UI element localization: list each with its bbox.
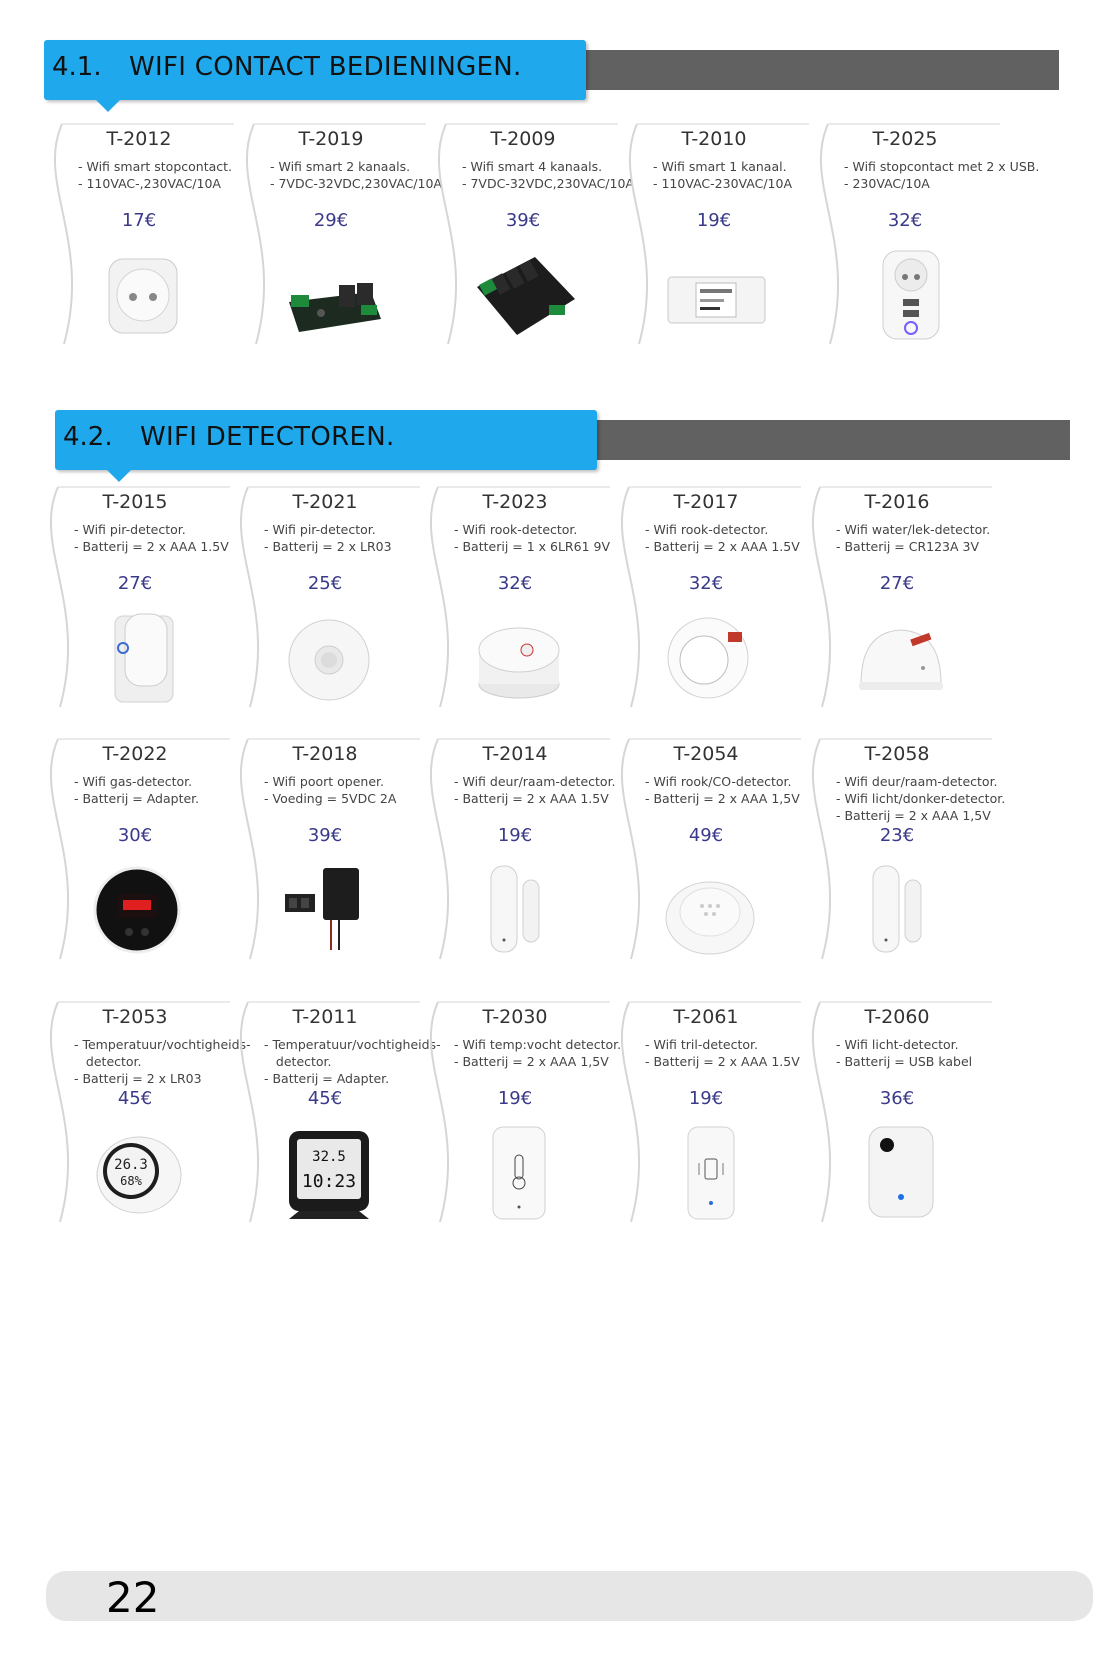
description-line: - Wifi rook-detector. bbox=[454, 522, 578, 537]
product-code: T-2060 bbox=[864, 1006, 930, 1028]
description-line: - Wifi smart 1 kanaal. bbox=[653, 159, 787, 174]
gate-opener-icon bbox=[275, 862, 380, 957]
product-description bbox=[264, 773, 396, 807]
water-leak-sensor-icon bbox=[847, 610, 952, 705]
product-code: T-2023 bbox=[482, 491, 548, 513]
description-line: - Wifi licht-detector. bbox=[836, 1037, 959, 1052]
product-description bbox=[836, 521, 990, 555]
header-blue-bar bbox=[44, 40, 586, 100]
product-card-t-2015 bbox=[40, 485, 230, 710]
product-price: 36€ bbox=[879, 1088, 915, 1109]
description-line: - Temperatuur/vochtigheids- bbox=[74, 1037, 251, 1052]
description-line: - Wifi smart 4 kanaals. bbox=[462, 159, 603, 174]
product-card-t-2010 bbox=[619, 122, 809, 347]
gas-detector-icon bbox=[85, 862, 190, 957]
product-price: 27€ bbox=[117, 573, 153, 594]
light-sensor-icon bbox=[847, 1125, 952, 1220]
description-line: - Voeding = 5VDC 2A bbox=[264, 791, 397, 806]
product-code: T-2009 bbox=[490, 128, 556, 150]
product-card-t-2017 bbox=[611, 485, 801, 710]
product-price: 49€ bbox=[688, 825, 724, 846]
section-title: WIFI DETECTOREN. bbox=[140, 422, 395, 452]
product-code: T-2012 bbox=[106, 128, 172, 150]
product-price: 45€ bbox=[117, 1088, 153, 1109]
temp-humidity-sensor-icon bbox=[465, 1125, 570, 1220]
smoke-detector-red-icon bbox=[656, 610, 761, 705]
product-description bbox=[844, 158, 1039, 192]
description-line: - Wifi poort opener. bbox=[264, 774, 384, 789]
product-description bbox=[645, 521, 800, 555]
description-line: - Batterij = Adapter. bbox=[264, 1071, 390, 1086]
product-code: T-2021 bbox=[292, 491, 358, 513]
door-sensor-icon bbox=[465, 862, 570, 957]
description-line: - 230VAC/10A bbox=[844, 176, 930, 191]
description-line: - Wifi deur/raam-detector. bbox=[836, 774, 998, 789]
product-code: T-2018 bbox=[292, 743, 358, 765]
header-gray-bar bbox=[544, 50, 1059, 90]
product-price: 39€ bbox=[307, 825, 343, 846]
description-line: - Wifi smart stopcontact. bbox=[78, 159, 232, 174]
description-line: - Wifi pir-detector. bbox=[264, 522, 376, 537]
description-line: - Batterij = 2 x AAA 1.5V bbox=[645, 539, 800, 554]
description-line: - Wifi stopcontact met 2 x USB. bbox=[844, 159, 1040, 174]
description-line: - Batterij = 2 x LR03 bbox=[74, 1071, 202, 1086]
product-code: T-2010 bbox=[681, 128, 747, 150]
description-line: - Batterij = 2 x AAA 1.5V bbox=[74, 539, 229, 554]
description-line: - Batterij = Adapter. bbox=[74, 791, 200, 806]
description-line: - Wifi pir-detector. bbox=[74, 522, 186, 537]
product-price: 45€ bbox=[307, 1088, 343, 1109]
product-card-t-2022 bbox=[40, 737, 230, 962]
product-price: 25€ bbox=[307, 573, 343, 594]
description-line: - Temperatuur/vochtigheids- bbox=[264, 1037, 441, 1052]
description-line: - Batterij = 2 x AAA 1.5V bbox=[645, 1054, 800, 1069]
svg-text:26.3: 26.3 bbox=[114, 1157, 148, 1173]
product-description bbox=[74, 1036, 251, 1087]
product-card-t-2060 bbox=[802, 1000, 992, 1225]
product-code: T-2054 bbox=[673, 743, 739, 765]
co-detector-icon bbox=[656, 862, 761, 957]
description-line: - 7VDC-32VDC,230VAC/10A bbox=[462, 176, 634, 191]
product-card-t-2014 bbox=[420, 737, 616, 962]
product-card-t-2019 bbox=[236, 122, 442, 347]
description-line: - 110VAC-,230VAC/10A bbox=[78, 176, 221, 191]
usb-plug-icon bbox=[855, 247, 960, 342]
product-description bbox=[836, 773, 1005, 824]
description-line: - Batterij = 2 x AAA 1,5V bbox=[836, 808, 991, 823]
svg-text:32.5: 32.5 bbox=[312, 1149, 346, 1165]
page-number: 22 bbox=[106, 1573, 160, 1622]
section-header-contact bbox=[44, 40, 1059, 100]
section-number: 4.1. bbox=[52, 52, 102, 82]
product-description bbox=[836, 1036, 972, 1070]
description-line: - Wifi rook/CO-detector. bbox=[645, 774, 792, 789]
product-code: T-2061 bbox=[673, 1006, 739, 1028]
product-price: 32€ bbox=[887, 210, 923, 231]
product-description bbox=[645, 1036, 800, 1070]
section-title: WIFI CONTACT BEDIENINGEN. bbox=[129, 52, 522, 82]
product-card-t-2023 bbox=[420, 485, 610, 710]
section-header-detectors bbox=[55, 410, 1070, 470]
product-price: 19€ bbox=[688, 1088, 724, 1109]
product-card-t-2018 bbox=[230, 737, 420, 962]
product-description bbox=[454, 1036, 621, 1070]
svg-text:10:23: 10:23 bbox=[301, 1171, 357, 1192]
smoke-detector-icon bbox=[465, 610, 570, 705]
product-price: 30€ bbox=[117, 825, 153, 846]
vibration-sensor-icon bbox=[656, 1125, 761, 1220]
ceiling-pir-icon bbox=[275, 610, 380, 705]
description-line: - Batterij = 1 x 6LR61 9V bbox=[454, 539, 610, 554]
product-card-t-2058 bbox=[802, 737, 1006, 962]
product-description bbox=[462, 158, 634, 192]
section-number: 4.2. bbox=[63, 422, 113, 452]
product-price: 29€ bbox=[313, 210, 349, 231]
product-code: T-2053 bbox=[102, 1006, 168, 1028]
product-card-t-2061 bbox=[611, 1000, 801, 1225]
product-code: T-2017 bbox=[673, 491, 739, 513]
product-code: T-2058 bbox=[864, 743, 930, 765]
product-description bbox=[74, 773, 199, 807]
description-line: - Wifi gas-detector. bbox=[74, 774, 193, 789]
product-description bbox=[74, 521, 229, 555]
description-line: - Wifi temp:vocht detector. bbox=[454, 1037, 622, 1052]
inline-switch-icon bbox=[664, 247, 769, 342]
product-card-t-2011 bbox=[230, 1000, 441, 1225]
product-description bbox=[264, 1036, 441, 1087]
product-card-t-2009 bbox=[428, 122, 634, 347]
product-code: T-2025 bbox=[872, 128, 938, 150]
product-code: T-2019 bbox=[298, 128, 364, 150]
product-code: T-2014 bbox=[482, 743, 548, 765]
product-description bbox=[270, 158, 442, 192]
product-code: T-2015 bbox=[102, 491, 168, 513]
description-line: - Wifi tril-detector. bbox=[645, 1037, 758, 1052]
description-line: - Wifi smart 2 kanaals. bbox=[270, 159, 411, 174]
product-price: 27€ bbox=[879, 573, 915, 594]
description-line: detector. bbox=[264, 1054, 332, 1069]
product-card-t-2025 bbox=[810, 122, 1040, 347]
description-line: - Wifi deur/raam-detector. bbox=[454, 774, 616, 789]
relay-board-2ch-icon bbox=[281, 247, 386, 342]
product-price: 32€ bbox=[497, 573, 533, 594]
product-card-t-2016 bbox=[802, 485, 992, 710]
description-line: - Wifi licht/donker-detector. bbox=[836, 791, 1006, 806]
product-code: T-2011 bbox=[292, 1006, 358, 1028]
pir-sensor-icon bbox=[85, 610, 190, 705]
header-blue-bar bbox=[55, 410, 597, 470]
product-card-t-2012 bbox=[44, 122, 234, 347]
product-price: 32€ bbox=[688, 573, 724, 594]
product-price: 19€ bbox=[497, 825, 533, 846]
product-description bbox=[454, 521, 610, 555]
description-line: - 110VAC-230VAC/10A bbox=[653, 176, 793, 191]
product-code: T-2022 bbox=[102, 743, 168, 765]
description-line: - Wifi rook-detector. bbox=[645, 522, 769, 537]
smart-plug-icon bbox=[89, 247, 194, 342]
description-line: - Batterij = CR123A 3V bbox=[836, 539, 980, 554]
header-gray-bar bbox=[555, 420, 1070, 460]
description-line: - Wifi water/lek-detector. bbox=[836, 522, 991, 537]
product-price: 17€ bbox=[121, 210, 157, 231]
description-line: - Batterij = 2 x AAA 1,5V bbox=[454, 1054, 609, 1069]
product-description bbox=[645, 773, 800, 807]
description-line: - Batterij = 2 x AAA 1,5V bbox=[645, 791, 800, 806]
description-line: - Batterij = 2 x LR03 bbox=[264, 539, 392, 554]
description-line: detector. bbox=[74, 1054, 142, 1069]
description-line: - Batterij = 2 x AAA 1.5V bbox=[454, 791, 609, 806]
product-description bbox=[78, 158, 232, 192]
thermo-hygrometer-icon bbox=[85, 1125, 190, 1220]
relay-board-4ch-icon bbox=[473, 247, 578, 342]
description-line: - 7VDC-32VDC,230VAC/10A bbox=[270, 176, 442, 191]
product-card-t-2053 bbox=[40, 1000, 251, 1225]
product-code: T-2016 bbox=[864, 491, 930, 513]
svg-text:68%: 68% bbox=[120, 1174, 142, 1188]
description-line: - Batterij = USB kabel bbox=[836, 1054, 973, 1069]
product-price: 19€ bbox=[696, 210, 732, 231]
product-code: T-2030 bbox=[482, 1006, 548, 1028]
door-light-sensor-icon bbox=[847, 862, 952, 957]
product-card-t-2030 bbox=[420, 1000, 622, 1225]
product-price: 23€ bbox=[879, 825, 915, 846]
product-card-t-2054 bbox=[611, 737, 801, 962]
product-description bbox=[653, 158, 792, 192]
product-price: 39€ bbox=[505, 210, 541, 231]
product-price: 19€ bbox=[497, 1088, 533, 1109]
product-description bbox=[454, 773, 616, 807]
product-description bbox=[264, 521, 392, 555]
footer-bar bbox=[46, 1571, 1093, 1621]
clock-thermometer-icon bbox=[275, 1125, 380, 1220]
product-card-t-2021 bbox=[230, 485, 420, 710]
